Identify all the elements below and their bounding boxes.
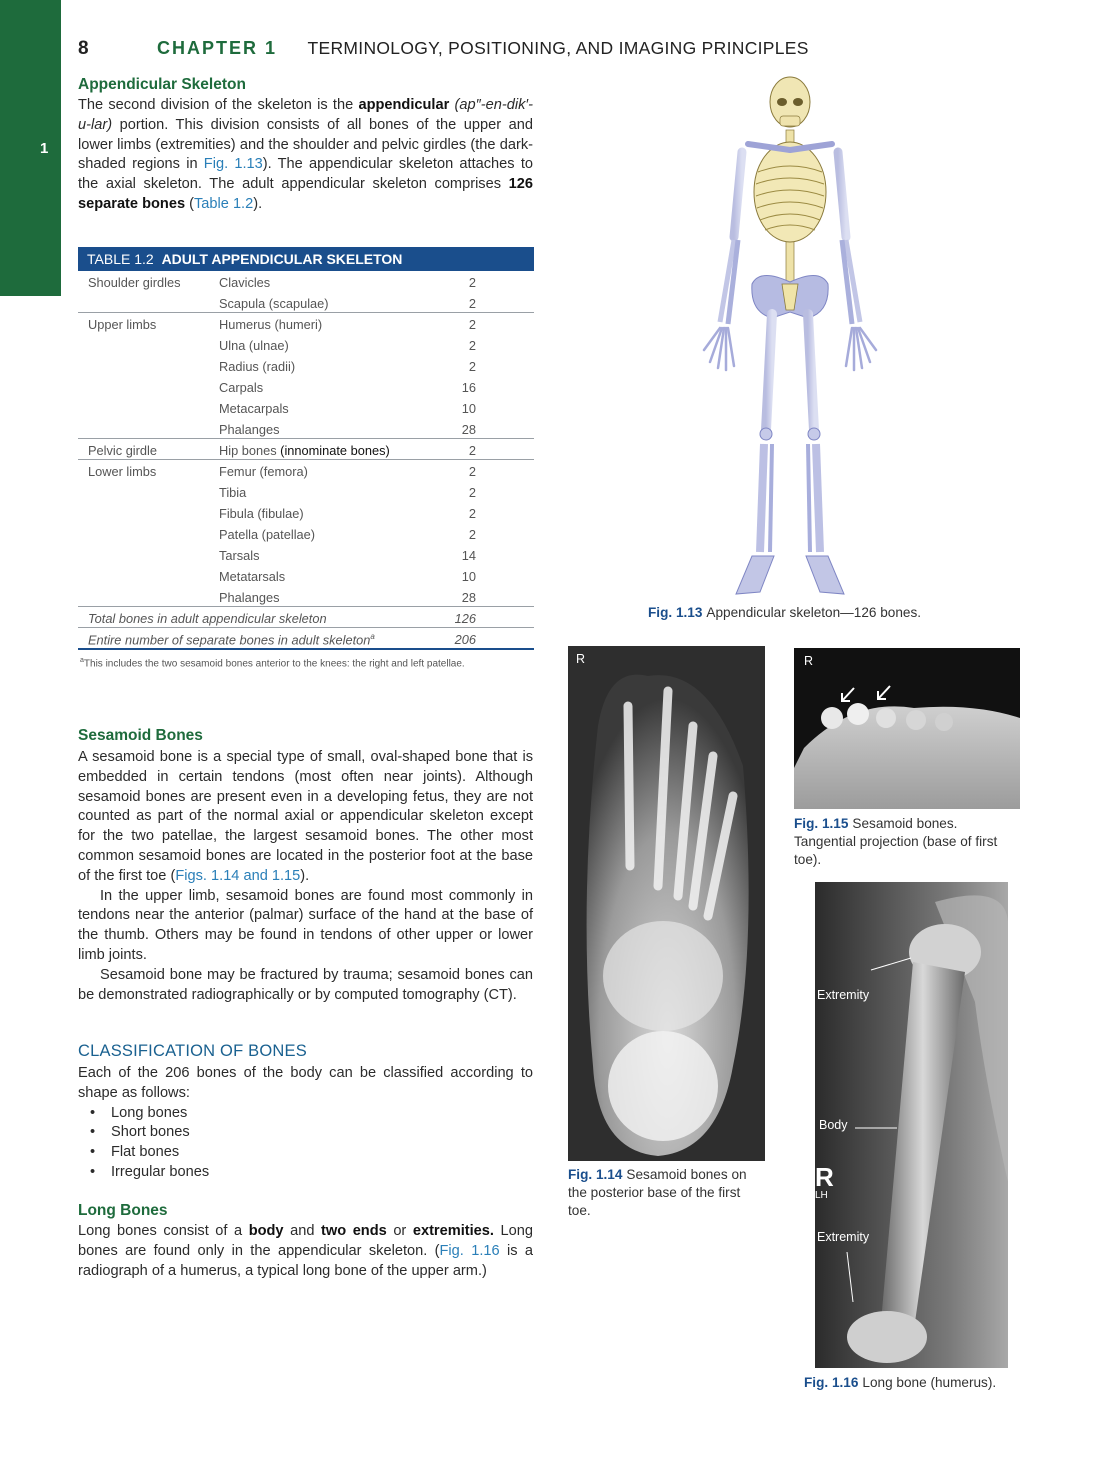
- radiograph-side-marker: R: [815, 1162, 834, 1192]
- table-body: [78, 271, 534, 650]
- long-bones-heading: Long Bones: [78, 1202, 168, 1219]
- fig-1-13-link[interactable]: Fig. 1.13: [203, 156, 263, 173]
- table-row: Metatarsals 10: [219, 569, 476, 584]
- table-row: Ulna (ulnae) 2: [219, 338, 476, 353]
- list-item: • Long bones: [90, 1104, 533, 1124]
- table-row: Shoulder girdles Clavicles 2: [88, 275, 476, 290]
- long-bones-paragraph: Long bones consist of a body and two ends or extremities. Long bones are found only in the appendicular skeleton. (Fig. 1.16 is a radiograph of a humerus, a typical long bone of the upper arm.): [78, 1223, 533, 1279]
- list-item: • Short bones: [90, 1123, 533, 1143]
- table-row: Pelvic girdle Hip bones (innominate bones) 2: [78, 439, 534, 460]
- radiograph-side-marker: R: [804, 654, 814, 668]
- fig-1-15-tangential-radiograph: [794, 648, 1020, 809]
- table-title: ADULT APPENDICULAR SKELETON: [161, 251, 403, 267]
- table-1-2: [78, 247, 534, 669]
- table-1-2-link[interactable]: Table 1.2: [194, 195, 254, 212]
- table-row: Tibia 2: [219, 485, 476, 500]
- table-row: Carpals 16: [219, 380, 476, 395]
- classification-intro: Each of the 206 bones of the body can be classified according to shape as follows:: [78, 1065, 533, 1101]
- skeleton-illustration: [690, 72, 890, 602]
- fig-1-15-caption: Fig. 1.15 Sesamoid bones. Tangential projection (base of first toe).: [794, 816, 998, 867]
- chapter-label: CHAPTER 1: [157, 38, 278, 58]
- fig-1-14-foot-radiograph: [568, 646, 765, 1161]
- appendicular-heading: Appendicular Skeleton: [78, 76, 246, 93]
- humerus-extremity-bottom-label: Extremity: [817, 1230, 870, 1244]
- long-bones-section: [78, 1202, 533, 1281]
- table-title-bar: [78, 247, 534, 271]
- appendicular-paragraph: The second division of the skeleton is the appendicular (ap″-en-dik′-u-lar) portion. This division consists of all bones of the upper and lower limbs (extremities) and the shoulder and pelvic girdles (the dark-shaded regions in Fig. 1.13). The appendicular skeleton attaches to the axial skeleton. The adult appendicular skeleton comprises 126 separate bones (Table 1.2).: [78, 97, 533, 212]
- classification-heading: CLASSIFICATION OF BONES: [78, 1042, 307, 1060]
- table-row: Lower limbs Femur (femora) 2: [88, 464, 476, 479]
- fig-1-14-caption: Fig. 1.14 Sesamoid bones on the posterior base of the first toe.: [568, 1167, 747, 1218]
- fig-1-13-caption: Fig. 1.13 Appendicular skeleton—126 bones.: [648, 605, 922, 620]
- table-row: Metacarpals 10: [219, 401, 476, 416]
- fig-1-16-link[interactable]: Fig. 1.16: [439, 1242, 500, 1259]
- sesamoid-heading: Sesamoid Bones: [78, 727, 203, 744]
- bone-types-list: [78, 1104, 533, 1183]
- table-row: Scapula (scapulae) 2: [78, 292, 534, 313]
- table-footnote: $^a$This includes the two sesamoid bones anterior to the knees: the right and left patellae.: [80, 657, 465, 670]
- figs-1-14-1-15-link[interactable]: Figs. 1.14 and 1.15: [175, 867, 301, 884]
- table-row: Phalanges 28: [78, 418, 534, 439]
- table-row: Radius (radii) 2: [219, 359, 476, 374]
- appendicular-section: [78, 76, 533, 215]
- list-item: • Flat bones: [90, 1143, 533, 1163]
- sesamoid-text: A sesamoid bone is a special type of small, oval-shaped bone that is embedded in certain tendons (most often near joints). Although sesamoid bones are present even in a developing fetus, they are not counted as part of the normal axial or appendicular skeleton except for the two patellae, the largest sesamoid bones. The other most common sesamoid bones are located in the posterior foot at the base of the first toe (Figs. 1.14 and 1.15). In the upper limb, sesamoid bones are found most commonly in tendons near the anterior (palmar) surface of the hand at the base of the thumb. Others may be found in tendons of other upper or lower limb joints. Sesamoid bone may be fractured by trauma; sesamoid bones can be demonstrated radiographically or by computed tomography (CT).: [78, 749, 533, 1003]
- table-row: Phalanges 28: [78, 586, 534, 607]
- sesamoid-section: [78, 727, 533, 1005]
- table-row: Upper limbs Humerus (humeri) 2: [88, 317, 476, 332]
- fig-1-16-caption: Fig. 1.16 Long bone (humerus).: [804, 1375, 997, 1390]
- chapter-title: TERMINOLOGY, POSITIONING, AND IMAGING PRINCIPLES: [307, 38, 809, 58]
- table-row: Tarsals 14: [219, 548, 476, 563]
- chapter-tab-number: 1: [40, 140, 49, 157]
- humerus-body-label: Body: [819, 1118, 848, 1132]
- table-total-row: Total bones in adult appendicular skeleton 126: [78, 607, 534, 628]
- radiograph-side-marker-sub: LH: [815, 1190, 828, 1201]
- list-item: • Irregular bones: [90, 1163, 533, 1183]
- table-entire-row: Entire number of separate bones in adult skeleton$^a$ 206: [78, 628, 534, 650]
- fig-1-16-humerus-radiograph: [815, 882, 1008, 1368]
- classification-section: [78, 1042, 533, 1183]
- radiograph-side-marker: R: [576, 652, 586, 666]
- running-header: [78, 38, 858, 62]
- humerus-extremity-top-label: Extremity: [817, 988, 870, 1002]
- chapter-side-tab: [0, 0, 61, 296]
- table-label: TABLE 1.2: [87, 251, 154, 267]
- table-row: Patella (patellae) 2: [219, 527, 476, 542]
- table-row: Fibula (fibulae) 2: [219, 506, 476, 521]
- page-number: 8: [78, 38, 89, 59]
